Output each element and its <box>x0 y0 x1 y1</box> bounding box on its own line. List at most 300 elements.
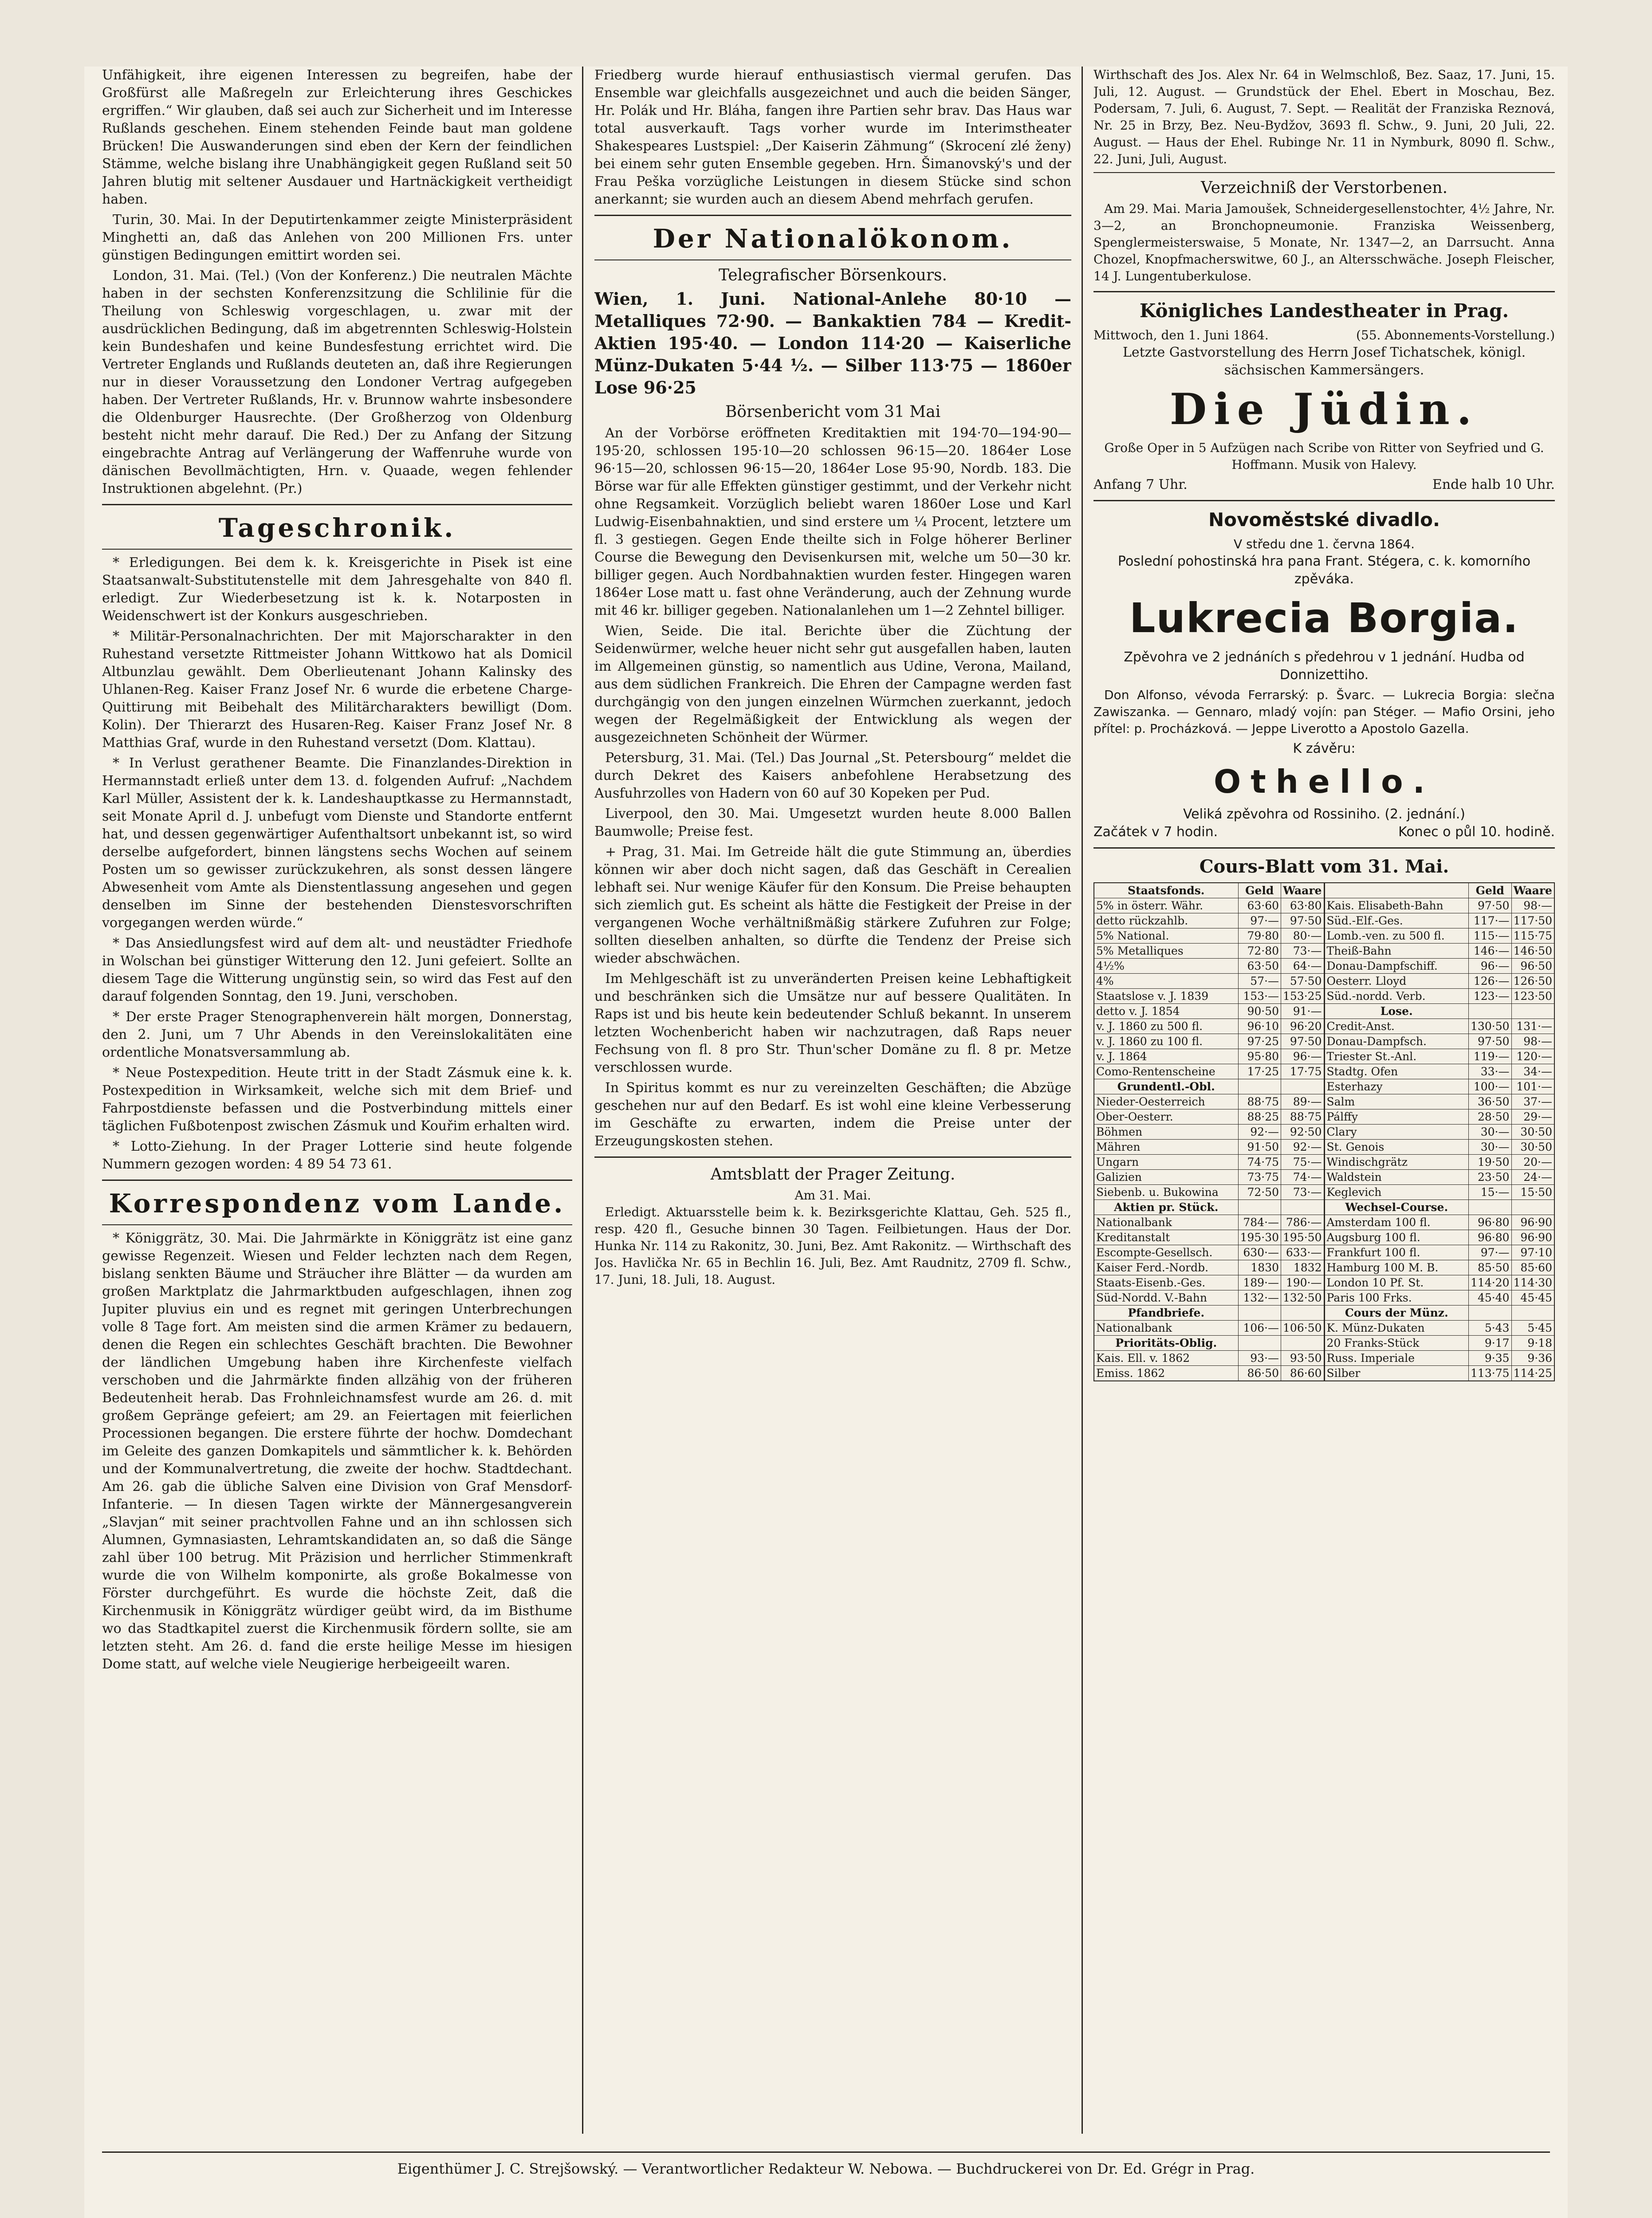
stock-row <box>1325 1019 1554 1034</box>
royal-theatre-title: Königliches Landestheater in Prag. <box>1139 300 1509 322</box>
stock-row <box>1325 1004 1554 1019</box>
boerse-report: An der Vorbörse eröffneten Kreditaktien mit 194·70—194·90—195·20, schlossen 195·10—20 schlossen 96·15—20. 1864er Lose 96·15—20, schlossen 96·15—20, 1864er Lose 95·90, Nordb. 183. Die Börse war für alle Effekten günstiger gestimmt, und der Verkehr nicht ohne Regsamkeit. Vorzüglich beliebt waren 1860er Lose und Karl Ludwig-Eisenbahnaktien, und sind erstere um ¼ Procent, letztere um fl. 3 gestiegen. Gegen Ende theilte sich in Folge höherer Berliner Course die Bewegung den Devisenkursen mit, welche um 50—30 kr. billiger gegen. Auch Nordbahnaktien wurden fester. Hingegen waren 1864er Lose matt u. fast ohne Veränderung, auch der Zehnung wurde mit 46 kr. billiger gegeben. Nationalanlehen um 1—2 Zehntel billiger. <box>594 425 1071 618</box>
stock-row <box>1325 1290 1554 1306</box>
stock-name: Aktien pr. Stück. <box>1094 1200 1239 1215</box>
stock-ask: 86·60 <box>1281 1366 1324 1381</box>
stock-name: 4% <box>1094 974 1239 989</box>
stock-ask: 96·— <box>1281 1049 1324 1064</box>
stock-bid: 114·20 <box>1469 1275 1511 1290</box>
stock-ask: 123·50 <box>1511 989 1554 1004</box>
stock-name: Emiss. 1862 <box>1094 1366 1239 1381</box>
stock-name: Kaiser Ferd.-Nordb. <box>1094 1260 1239 1275</box>
stock-row <box>1325 1170 1554 1185</box>
news-petersburg: Petersburg, 31. Mai. (Tel.) Das Journal „St. Petersbourg“ meldet die durch Dekret des Kaisers anbefohlene Herabsetzung des Ausfuhrzolles von Hadern von 60 auf 30 Kopeken per Pud. <box>594 750 1071 801</box>
stock-row <box>1325 1185 1554 1200</box>
stock-bid: 36·50 <box>1469 1094 1511 1109</box>
stock-bid: 97·50 <box>1469 898 1511 913</box>
stock-bid <box>1469 1200 1511 1215</box>
stock-ask: 92·50 <box>1281 1125 1324 1140</box>
stock-ask: 115·75 <box>1511 928 1554 944</box>
stock-row <box>1094 1245 1324 1260</box>
stock-ask: 63·80 <box>1281 898 1324 913</box>
stock-name: Süd.-nordd. Verb. <box>1325 989 1469 1004</box>
stock-bid: 113·75 <box>1469 1366 1511 1381</box>
stock-bid: 92·— <box>1238 1125 1281 1140</box>
stock-name: Galizien <box>1094 1170 1239 1185</box>
stock-name: v. J. 1864 <box>1094 1049 1239 1064</box>
novo-theatre-sub: Poslední pohostinská hra pana Frant. Stégera, c. k. komorního zpěváka. <box>1117 554 1531 587</box>
divider <box>594 1156 1071 1158</box>
stock-row <box>1325 1049 1554 1064</box>
stock-ask: 98·— <box>1511 1034 1554 1049</box>
stock-bid: 85·50 <box>1469 1260 1511 1275</box>
stock-ask: 80·— <box>1281 928 1324 944</box>
stock-ask: 106·50 <box>1281 1321 1324 1336</box>
divider <box>102 1224 572 1225</box>
stock-name: Kreditanstalt <box>1094 1230 1239 1245</box>
stock-name: Prioritäts-Oblig. <box>1094 1336 1239 1351</box>
stock-bid: 90·50 <box>1238 1004 1281 1019</box>
stock-row <box>1325 1336 1554 1351</box>
stock-bid: 784·— <box>1238 1215 1281 1230</box>
stock-ask <box>1281 1079 1324 1094</box>
stock-ask: 1832 <box>1281 1260 1324 1275</box>
royal-theatre-dateline <box>1093 327 1555 344</box>
stock-bid <box>1469 1004 1511 1019</box>
stock-row <box>1094 1185 1324 1200</box>
stock-row <box>1094 1290 1324 1306</box>
stock-name: Nationalbank <box>1094 1321 1239 1336</box>
stock-name: Donau-Dampfsch. <box>1325 1034 1469 1049</box>
stock-bid: 88·75 <box>1238 1094 1281 1109</box>
stock-name: Escompte-Gesellsch. <box>1094 1245 1239 1260</box>
stock-ask: 17·75 <box>1281 1064 1324 1079</box>
stock-bid: 28·50 <box>1469 1109 1511 1125</box>
stock-bid: 79·80 <box>1238 928 1281 944</box>
stock-row <box>1325 1094 1554 1109</box>
stock-row <box>1094 974 1324 989</box>
play-title-othello: Othello. <box>1214 763 1435 800</box>
stock-ask: 146·50 <box>1511 944 1554 959</box>
stock-ask: 91·— <box>1281 1004 1324 1019</box>
stock-bid: 153·— <box>1238 989 1281 1004</box>
stock-name: Russ. Imperiale <box>1325 1351 1469 1366</box>
stock-row <box>1094 898 1324 913</box>
stock-ask: 786·— <box>1281 1215 1324 1230</box>
stock-ask: 88·75 <box>1281 1109 1324 1125</box>
stock-name: St. Genois <box>1325 1140 1469 1155</box>
stock-name: Como-Rentenscheine <box>1094 1064 1239 1079</box>
stock-row <box>1094 1321 1324 1336</box>
stock-bid: 30·— <box>1469 1125 1511 1140</box>
stock-header: Waare <box>1281 883 1324 898</box>
stock-ask: 30·50 <box>1511 1125 1554 1140</box>
stock-name: Frankfurt 100 fl. <box>1325 1245 1469 1260</box>
stock-bid: 97·25 <box>1238 1034 1281 1049</box>
stock-name: Nationalbank <box>1094 1215 1239 1230</box>
novo-theatre-title: Novoměstské divadlo. <box>1208 509 1440 531</box>
stock-row <box>1094 1125 1324 1140</box>
stock-ask: 93·50 <box>1281 1351 1324 1366</box>
column-rule <box>1082 67 1083 2134</box>
stock-row <box>1094 1170 1324 1185</box>
boerse-title: Börsenbericht vom 31 Mai <box>725 403 941 421</box>
stock-ask: 75·— <box>1281 1155 1324 1170</box>
stock-ask: 74·— <box>1281 1170 1324 1185</box>
stock-name: Mähren <box>1094 1140 1239 1155</box>
stock-row <box>1094 1366 1324 1381</box>
stock-ask: 97·10 <box>1511 1245 1554 1260</box>
end-time: Ende halb 10 Uhr. <box>1432 477 1555 492</box>
stock-ask: 153·25 <box>1281 989 1324 1004</box>
stock-ask: 57·50 <box>1281 974 1324 989</box>
deaths-list: Am 29. Mai. Maria Jamoušek, Schneidergesellenstochter, 4½ Jahre, Nr. 3—2, an Bronchopneumonie. Franziska Weissenberg, Spenglermeisterswaise, 5 Monate, Nr. 1347—2, an Darrsucht. Anna Chozel, Knopfmacherswitwe, 60 J., an Altersschwäche. Joseph Fleischer, 14 J. Lungentuberkulose. <box>1093 201 1555 283</box>
stock-ask: 9·18 <box>1511 1336 1554 1351</box>
stock-row <box>1094 1049 1324 1064</box>
stock-row <box>1094 1155 1324 1170</box>
news-spiritus: In Spiritus kommt es nur zu vereinzelten Geschäften; die Abzüge geschehen nur auf den Bedarf. Es ist wohl eine kleine Verbesserung im Geschäfte zu erwarten, indem die Preise unter der Erzeugungskosten stehen. <box>594 1080 1071 1149</box>
stock-row <box>1094 1079 1324 1094</box>
play-times-juedin <box>1093 476 1555 494</box>
stock-ask: 114·25 <box>1511 1366 1554 1381</box>
stock-ask <box>1281 1336 1324 1351</box>
stock-ask: 24·— <box>1511 1170 1554 1185</box>
stock-ask: 5·45 <box>1511 1321 1554 1336</box>
stock-name: Ungarn <box>1094 1155 1239 1170</box>
stock-row <box>1094 1215 1324 1230</box>
telegraph-title: Telegrafischer Börsenkours. <box>719 266 947 284</box>
stock-row <box>1094 913 1324 928</box>
stock-ask: 34·— <box>1511 1064 1554 1079</box>
stock-name: K. Münz-Dukaten <box>1325 1321 1469 1336</box>
stock-bid <box>1238 1306 1281 1321</box>
stock-name: Amsterdam 100 fl. <box>1325 1215 1469 1230</box>
stock-name: 5% National. <box>1094 928 1239 944</box>
stock-ask: 96·50 <box>1511 959 1554 974</box>
stock-bid: 93·— <box>1238 1351 1281 1366</box>
stock-bid: 189·— <box>1238 1275 1281 1290</box>
stock-row <box>1325 913 1554 928</box>
stock-name: Salm <box>1325 1094 1469 1109</box>
stock-bid <box>1238 1336 1281 1351</box>
play-title-lukrecia: Lukrecia Borgia. <box>1129 594 1519 642</box>
stock-name: detto rückzahlb. <box>1094 913 1239 928</box>
stock-bid: 73·75 <box>1238 1170 1281 1185</box>
stock-name: Böhmen <box>1094 1125 1239 1140</box>
stock-ask: 117·50 <box>1511 913 1554 928</box>
imprint-footer: Eigenthümer J. C. Strejšowský. — Verantwortlicher Redakteur W. Nebowa. — Buchdruckerei von Dr. Ed. Grégr in Prag. <box>102 2151 1550 2179</box>
stock-row <box>1094 1336 1324 1351</box>
stock-bid: 117·— <box>1469 913 1511 928</box>
stock-name: Wechsel-Course. <box>1325 1200 1469 1215</box>
stock-row <box>1094 1064 1324 1079</box>
stock-bid: 9·35 <box>1469 1351 1511 1366</box>
stock-row <box>1325 1275 1554 1290</box>
play-desc-lukrecia: Zpěvohra ve 2 jednáních s předehrou v 1 jednání. Hudba od Donnizettiho. <box>1124 649 1525 683</box>
royal-theatre-date: Mittwoch, den 1. Juni 1864. <box>1093 328 1269 342</box>
chronik-item: * Lotto-Ziehung. In der Prager Lotterie sind heute folgende Nummern gezogen worden: 4 89 54 73 61. <box>102 1139 572 1172</box>
stock-row <box>1094 1034 1324 1049</box>
play-times-othello <box>1093 823 1555 841</box>
stock-bid: 5·43 <box>1469 1321 1511 1336</box>
stock-ask: 98·— <box>1511 898 1554 913</box>
stock-name: Ober-Oesterr. <box>1094 1109 1239 1125</box>
stock-bid: 63·60 <box>1238 898 1281 913</box>
stock-bid: 123·— <box>1469 989 1511 1004</box>
stock-name: Credit-Anst. <box>1325 1019 1469 1034</box>
guest-performance: Letzte Gastvorstellung des Herrn Josef Tichatschek, königl. sächsischen Kammersängers. <box>1122 345 1526 378</box>
divider <box>102 504 572 505</box>
stock-bid: 96·80 <box>1469 1230 1511 1245</box>
stock-row <box>1094 1200 1324 1215</box>
stock-ask: 30·50 <box>1511 1140 1554 1155</box>
divider <box>1093 500 1555 501</box>
stock-name: 4½% <box>1094 959 1239 974</box>
start-time: Anfang 7 Uhr. <box>1093 477 1188 492</box>
stock-bid: 100·— <box>1469 1079 1511 1094</box>
stock-ask: 97·50 <box>1281 913 1324 928</box>
stock-ask: 101·— <box>1511 1079 1554 1094</box>
stock-bid: 130·50 <box>1469 1019 1511 1034</box>
stock-bid: 95·80 <box>1238 1049 1281 1064</box>
stock-ask: 132·50 <box>1281 1290 1324 1306</box>
stock-row <box>1094 1140 1324 1155</box>
stock-row <box>1094 1109 1324 1125</box>
stock-row <box>1325 1366 1554 1381</box>
amtsblatt-date: Am 31. Mai. <box>795 1188 871 1203</box>
stock-name: Stadtg. Ofen <box>1325 1064 1469 1079</box>
stock-bid: 72·80 <box>1238 944 1281 959</box>
stock-row <box>1094 1306 1324 1321</box>
stock-table-right <box>1325 883 1555 1381</box>
stock-row <box>1094 1094 1324 1109</box>
stock-bid: 72·50 <box>1238 1185 1281 1200</box>
article-intro: Unfähigkeit, ihre eigenen Interessen zu begreifen, habe der Großfürst alle Maßregeln zur Erleichterung ihres Geschickes ergriffen.“ Wir glauben, daß sei auch zur Sicherheit und im Interesse Rußlands geschehen. Einem stehenden Feinde baut man goldene Brücken! Die Auswanderungen sind eben der Kern der feindlichen Stämme, welche bislang ihre Unabhängigkeit gegen Rußland seit 50 Jahren blutig mit seltener Ausdauer und Hartnäckigkeit vertheidigt haben. <box>102 67 572 207</box>
stock-ask: 120·— <box>1511 1049 1554 1064</box>
stock-name: 5% Metalliques <box>1094 944 1239 959</box>
section-tageschronik-title: Tageschronik. <box>218 513 456 543</box>
stock-bid: 97·— <box>1238 913 1281 928</box>
stock-row <box>1094 1019 1324 1034</box>
stock-name: Oesterr. Lloyd <box>1325 974 1469 989</box>
news-mehl: Im Mehlgeschäft ist zu unveränderten Preisen keine Lebhaftigkeit und beschränken sich die Umsätze nur auf bessere Qualitäten. In Raps ist und bis heute kein bedeutender Schluß bekannt. In unserem letzten Wochenbericht haben wir nachzutragen, daß Raps neuer Fechsung von fl. 8 pro Str. Thun'scher Domäne zu fl. 8 pr. Metze verschlossen wurde. <box>594 971 1071 1075</box>
stock-row <box>1325 1079 1554 1094</box>
stock-row <box>1325 989 1554 1004</box>
column-rule <box>582 67 583 2134</box>
chronik-item: * Militär-Personalnachrichten. Der mit Majorscharakter in den Ruhestand versetzte Rittmeister Johann Wittkowo hat als Domicil Altbunzlau gewählt. Dem Oberlieutenant Johann Kalinsky des Uhlanen-Reg. Kaiser Franz Josef Nr. 6 wurde die erbetene Charge-Quittirung mit Beibehalt des Militärcharakters bewilligt (Dom. Kolin). Der Thierarzt des Husaren-Reg. Kaiser Franz Josef Nr. 8 Matthias Graf, wurde in den Ruhestand versetzt (Dom. Klattau). <box>102 629 572 751</box>
stock-header: Staatsfonds. <box>1094 883 1239 898</box>
stock-ask <box>1511 1306 1554 1321</box>
stock-name: Kais. Ell. v. 1862 <box>1094 1351 1239 1366</box>
stock-row <box>1325 1034 1554 1049</box>
section-nationaloekonom-title: Der Nationalökonom. <box>653 224 1013 254</box>
column-1 <box>102 67 572 2134</box>
stock-name: v. J. 1860 zu 500 fl. <box>1094 1019 1239 1034</box>
stock-ask: 85·60 <box>1511 1260 1554 1275</box>
stock-row <box>1094 1004 1324 1019</box>
stock-ask: 96·90 <box>1511 1230 1554 1245</box>
stocks-title: Cours-Blatt vom 31. Mai. <box>1199 856 1449 877</box>
stock-name: Cours der Münz. <box>1325 1306 1469 1321</box>
stock-ask: 97·50 <box>1281 1034 1324 1049</box>
stock-bid: 57·— <box>1238 974 1281 989</box>
stock-header: Geld <box>1469 883 1511 898</box>
stock-ask: 126·50 <box>1511 974 1554 989</box>
closing-label: K závěru: <box>1293 741 1356 756</box>
chronik-item: * In Verlust gerathener Beamte. Die Finanzlandes-Direktion in Hermannstadt erließ unter dem 13. d. folgenden Aufruf: „Nachdem Karl Müller, Assistent der k. k. Landeshauptkasse zu Hermannstadt, seit Monate April d. J. unbefugt vom Dienste und Standorte entfernt hat, und dessen gegenwärtiger Aufenthaltsort unbekannt ist, so wird derselbe aufgefordert, binnen längstens sechs Wochen auf seinem Posten um so gewisser zurückzukehren, als sonst dessen längere Abwesenheit vom Amte als Dienstentlassung angesehen und gegen denselben im Sinne der bestehenden Dienstesvorschriften vorgegangen werden würde.“ <box>102 755 572 931</box>
stock-header <box>1325 883 1469 898</box>
stock-row <box>1094 1260 1324 1275</box>
stock-name: 5% in österr. Währ. <box>1094 898 1239 913</box>
stock-ask: 131·— <box>1511 1019 1554 1034</box>
stock-name: Hamburg 100 M. B. <box>1325 1260 1469 1275</box>
stock-bid: 9·17 <box>1469 1336 1511 1351</box>
stock-ask: 29·— <box>1511 1109 1554 1125</box>
deaths-title: Verzeichniß der Verstorbenen. <box>1200 179 1448 197</box>
divider <box>1093 291 1555 292</box>
stock-bid <box>1238 1200 1281 1215</box>
stock-table <box>1093 882 1555 1381</box>
stock-name: Süd.-Elf.-Ges. <box>1325 913 1469 928</box>
stock-row <box>1325 944 1554 959</box>
stock-bid: 15·— <box>1469 1185 1511 1200</box>
stock-row <box>1325 928 1554 944</box>
stock-row <box>1325 1260 1554 1275</box>
stock-row <box>1094 989 1324 1004</box>
news-liverpool: Liverpool, den 30. Mai. Umgesetzt wurden heute 8.000 Ballen Baumwolle; Preise fest. <box>594 806 1071 839</box>
stock-bid: 33·— <box>1469 1064 1511 1079</box>
stock-name: Paris 100 Frks. <box>1325 1290 1469 1306</box>
column-3 <box>1093 67 1555 2134</box>
vienna-quotes: Wien, 1. Juni. National-Anlehe 80·10 — Metalliques 72·90. — Bankaktien 784 — Kredit-Aktien 195·40. — London 114·20 — Kaiserliche Münz-Dukaten 5·44 ½. — Silber 113·75 — 1860er Lose 96·25 <box>594 289 1071 397</box>
column-2 <box>594 67 1071 2134</box>
stock-ask <box>1511 1200 1554 1215</box>
section-korrespondenz-title: Korrespondenz vom Lande. <box>109 1188 566 1219</box>
stock-bid: 96·10 <box>1238 1019 1281 1034</box>
stock-name: 20 Franks-Stück <box>1325 1336 1469 1351</box>
stock-row <box>1325 1230 1554 1245</box>
stock-name: Nieder-Oesterreich <box>1094 1094 1239 1109</box>
chronik-item: * Neue Postexpedition. Heute tritt in der Stadt Zásmuk eine k. k. Postexpedition in Wirksamkeit, welche sich mit dem Brief- und Fahrpostdienste befassen und die Postverbindung mittels einer täglichen Fußbotenpost zwischen Zásmuk und Kouřim erhalten wird. <box>102 1065 572 1134</box>
stock-ask: 9·36 <box>1511 1351 1554 1366</box>
stock-name: Pálffy <box>1325 1109 1469 1125</box>
stock-ask: 73·— <box>1281 944 1324 959</box>
stock-header: Waare <box>1511 883 1554 898</box>
stock-ask: 20·— <box>1511 1155 1554 1170</box>
stock-name: Donau-Dampfschiff. <box>1325 959 1469 974</box>
news-turin: Turin, 30. Mai. In der Deputirtenkammer zeigte Ministerpräsident Minghetti an, daß das Anlehen von 200 Millionen Frs. unter günstigen Bedingungen emittirt worden sei. <box>102 212 572 263</box>
stock-bid: 1830 <box>1238 1260 1281 1275</box>
stock-name: Windischgrätz <box>1325 1155 1469 1170</box>
stock-bid: 115·— <box>1469 928 1511 944</box>
stock-row <box>1325 1321 1554 1336</box>
end-time: Konec o půl 10. hodině. <box>1398 824 1555 840</box>
stock-bid: 97·50 <box>1469 1034 1511 1049</box>
stock-row <box>1325 1245 1554 1260</box>
stock-row <box>1094 1351 1324 1366</box>
amtsblatt-title: Amtsblatt der Prager Zeitung. <box>710 1165 956 1184</box>
stock-row <box>1325 974 1554 989</box>
news-prag: + Prag, 31. Mai. Im Getreide hält die gute Stimmung an, überdies können wir aber doch nicht sagen, daß das Geschäft in Cerealien lebhaft sei. Nur wenige Käufer für den Konsum. Die Preise behaupten sich ziemlich gut. Es scheint als hätte die Festigkeit der Preise in der vergangenen Woche verhältnißmäßig stärkere Zufuhren zur Folge; sollten dieselben anhalten, so dürfte die Tendenz der Preise sich wieder abschwächen. <box>594 844 1071 966</box>
stock-ask <box>1281 1306 1324 1321</box>
stock-row <box>1325 898 1554 913</box>
stock-name: Waldstein <box>1325 1170 1469 1185</box>
stock-bid: 96·80 <box>1469 1215 1511 1230</box>
stock-name: Lose. <box>1325 1004 1469 1019</box>
stock-ask: 64·— <box>1281 959 1324 974</box>
play-cast-lukrecia: Don Alfonso, vévoda Ferrarský: p. Švarc. — Lukrecia Borgia: slečna Zawiszanka. — Gennaro, mladý vojín: pan Stéger. — Mafio Orsini, jeho přítel: p. Procházková. — Jeppe Liverotto a Apostolo Gazella. <box>1093 688 1555 736</box>
stock-ask: 89·— <box>1281 1094 1324 1109</box>
stock-header: Geld <box>1238 883 1281 898</box>
divider <box>1093 847 1555 849</box>
divider <box>102 1180 572 1181</box>
stock-row <box>1325 959 1554 974</box>
stock-name: Silber <box>1325 1366 1469 1381</box>
news-london: London, 31. Mai. (Tel.) (Von der Konferenz.) Die neutralen Mächte haben in der sechsten Konferenzsitzung die Schlilinie für die Theilung von Schleswig vorgeschlagen, u. zwar mit der ausdrücklichen Bedingung, daß im abgetrennten Schleswig-Holstein kein Bundeshafen und keine Bundesfestung errichtet wird. Die Vertreter Englands und Rußlands deuteten an, daß ihre Regierungen nur in dieser Voraussetzung den Londoner Vertrag aufgegeben haben. Der Vertreter Rußlands, Hr. v. Brunnow wahrte insbesondere die Oldenburger Hausrechte. (Der Großherzog von Oldenburg besteht nicht mehr darauf. Die Red.) Der zu Anfang der Sitzung eingebrachte Antrag auf Verlängerung der Waffenruhe wurde von dänischen Bevollmächtigten, Hrn. v. Quaade, wegen fehlender Instruktionen abgelehnt. (Pr.) <box>102 268 572 496</box>
newspaper-page <box>84 67 1568 2218</box>
divider <box>594 215 1071 216</box>
stock-bid: 86·50 <box>1238 1366 1281 1381</box>
stock-ask: 195·50 <box>1281 1230 1324 1245</box>
stock-table-left <box>1094 883 1324 1381</box>
stock-row <box>1094 944 1324 959</box>
stock-bid: 126·— <box>1469 974 1511 989</box>
stock-bid: 23·50 <box>1469 1170 1511 1185</box>
stock-name: Clary <box>1325 1125 1469 1140</box>
stock-row <box>1325 1155 1554 1170</box>
stock-ask: 73·— <box>1281 1185 1324 1200</box>
divider <box>1093 172 1555 173</box>
play-desc-othello: Veliká zpěvohra od Rossiniho. (2. jednání.) <box>1183 806 1466 822</box>
stock-bid: 195·30 <box>1238 1230 1281 1245</box>
stock-ask: 15·50 <box>1511 1185 1554 1200</box>
news-koeniggraetz: * Königgrätz, 30. Mai. Die Jahrmärkte in Königgrätz ist eine ganz gewisse Regenzeit. Wiesen und Felder lechzten nach dem Regen, bislang senkten Bäume und Sträucher ihre Blätter — da wurden am großen Marktplatz die Jahrmarktbuden aufgeschlagen, ihnen zog Jupiter pluvius ein und es regnet mit geringen Unterbrechungen volle 8 Tage fort. Am meisten sind die armen Krämer zu bedauern, denen die Regen ein schlechtes Geschäft brachten. Die Bewohner der ländlichen Umgebung haben ihre Kirchenfeste vielfach verschoben und die Jahrmärkte finden allzähig von der früheren Bedeutenheit herab. Das Frohnleichnamsfest wurde am 26. d. mit großem Gepränge gefeiert; am 29. an Feiertagen mit feierlichen Processionen begangen. Die erstere führte der hochw. Domdechant im Geleite des ganzen Domkapitels und sämmtlicher k. k. Behörden und der Kommunalvertretung, die zweite der hochw. Stadtdechant. Am 26. gab die übliche Salven eine Division von Graf Mensdorf-Infanterie. — In diesen Tagen wirkte der Männergesangverein „Slavjan“ mit seiner prachtvollen Fahne und an ihn schlossen sich Alumnen, Gymnasiasten, Lehramtskandidaten an, so daß die Sänge zahl über 100 betrug. Mit Präzision und herrlicher Stimmenkraft wurde die von Wilhelm komponirte, als große Bokalmesse von Förster durchgeführt. Es wurde die höchste Zeit, daß die Kirchenmusik in Königgrätz würdiger geübt wird, da im Bisthume wo das Stadtkapitel zuerst die Kirchenmusik fördern sollte, sie am letzten steht. Am 26. d. fand die erste heilige Messe im hiesigen Dome statt, auf welche viele Neugierige herbeigeeilt waren. <box>102 1231 572 1672</box>
stock-name: Lomb.-ven. zu 500 fl. <box>1325 928 1469 944</box>
stock-row <box>1325 1064 1554 1079</box>
stock-row <box>1325 1140 1554 1155</box>
stock-name: Süd-Nordd. V.-Bahn <box>1094 1290 1239 1306</box>
stock-bid: 106·— <box>1238 1321 1281 1336</box>
stock-ask: 92·— <box>1281 1140 1324 1155</box>
stock-bid: 17·25 <box>1238 1064 1281 1079</box>
stock-name: Grundentl.-Obl. <box>1094 1079 1239 1094</box>
royal-theatre-perf: (55. Abonnements-Vorstellung.) <box>1356 328 1555 342</box>
stock-bid: 45·40 <box>1469 1290 1511 1306</box>
stock-bid: 74·75 <box>1238 1155 1281 1170</box>
stock-name: Staats-Eisenb.-Ges. <box>1094 1275 1239 1290</box>
stock-bid: 119·— <box>1469 1049 1511 1064</box>
stock-name: v. J. 1860 zu 100 fl. <box>1094 1034 1239 1049</box>
stock-bid: 91·50 <box>1238 1140 1281 1155</box>
stock-bid: 97·— <box>1469 1245 1511 1260</box>
theatre-review: Friedberg wurde hierauf enthusiastisch viermal gerufen. Das Ensemble war gleichfalls ausgezeichnet und auch die beiden Sänger, Hr. Polák und Hr. Bláha, fangen ihre Partien sehr brav. Das Haus war total ausverkauft. Tags vorher wurde im Interimstheater Shakespeares Lustspiel: „Der Kaiserin Zähmung“ (Skrocení zlé ženy) bei einem sehr guten Ensemble gegeben. Hrn. Šimanovský's und der Frau Peška vorzügliche Leistungen in diesem Stücke sind schon anerkannt; sie wurden auch an diesem Abend mehrfach gerufen. <box>594 67 1071 207</box>
novo-theatre-date: V středu dne 1. června 1864. <box>1233 537 1415 551</box>
news-wien-seide: Wien, Seide. Die ital. Berichte über die Züchtung der Seidenwürmer, welche heuer nicht sehr gut ausgefallen haben, lauten im Allgemeinen günstig, so namentlich aus Udine, Verona, Mailand, aus dem südlichen Frankreich. Die Ehren der Campagne werden fast durchgängig von den jungen einzelnen Würmchen zuerkannt, jedoch wegen der Regelmäßigkeit der Entwicklung als wegen der ausgezeichneten Schönheit der Würmer. <box>594 623 1071 745</box>
stock-ask: 114·30 <box>1511 1275 1554 1290</box>
stock-ask: 96·20 <box>1281 1019 1324 1034</box>
stock-bid: 146·— <box>1469 944 1511 959</box>
stock-bid: 30·— <box>1469 1140 1511 1155</box>
stock-row <box>1325 1200 1554 1215</box>
stock-bid: 132·— <box>1238 1290 1281 1306</box>
chronik-item: * Erledigungen. Bei dem k. k. Kreisgerichte in Pisek ist eine Staatsanwalt-Substitutenstelle mit dem Jahresgehalte von 840 fl. erledigt. Zur Wiederbesetzung ist k. k. Notarposten in Weidenschwert ist der Konkurs ausgeschrieben. <box>102 555 572 624</box>
stock-name: Staatslose v. J. 1839 <box>1094 989 1239 1004</box>
stock-ask: 37·— <box>1511 1094 1554 1109</box>
stock-name: Triester St.-Anl. <box>1325 1049 1469 1064</box>
stock-name: London 10 Pf. St. <box>1325 1275 1469 1290</box>
stock-row <box>1325 1125 1554 1140</box>
stock-bid <box>1238 1079 1281 1094</box>
